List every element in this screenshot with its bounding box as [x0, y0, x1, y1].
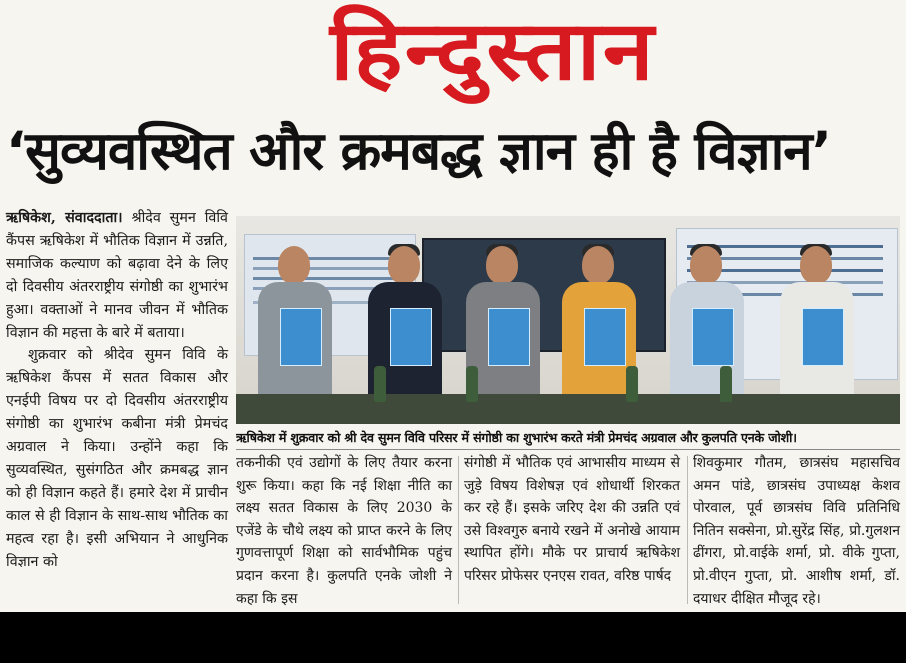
headline: ‘सुव्यवस्थित और क्रमबद्ध ज्ञान ही है विज्ञान’ — [6, 121, 831, 182]
caption-rule — [236, 449, 900, 450]
photo-bottle — [466, 366, 478, 402]
photo-caption: ऋषिकेश में शुक्रवार को श्री देव सुमन विवि परिसर में संगोष्ठी का शुभारंभ करते मंत्री प्रेमचंद अग्रवाल और कुलपति एनके जोशी। — [236, 430, 797, 445]
masthead-logo: हिन्दुस्तान — [330, 4, 656, 99]
photo-table — [236, 394, 900, 424]
black-band — [0, 612, 906, 663]
article-column-3: संगोष्ठी में भौतिक एवं आभासीय माध्यम से जुड़े विषय विशेषज्ञ एवं शोधार्थी शिरकत कर रहे हैं। इसके जरिए देश की उन्नति एवं उसे विश्वगुरु बनाये रखने में अनोखे आयाम स्थापित होंगे। मौके पर प्राचार्य ऋषिकेश परिसर प्रोफेसर एनएस रावत, वरिष्ठ पार्षद — [464, 455, 680, 584]
dateline: ऋषिकेश, संवाददाता। — [6, 210, 123, 226]
article-column-4: शिवकुमार गौतम, छात्रसंघ महासचिव अमन पांडे, छात्रसंघ उपाध्यक्ष केशव पोरवाल, पूर्व छात्रसंघ विवि प्रतिनिधि नितिन सक्सेना, प्रो.सुरेंद्र सिंह, प्रो.गुलशन ढींगरा, प्रो.वाईके शर्मा, प्रो. वीके गुप्ता, प्रो.वीएन गुप्ता, प्रो. आशीष शर्मा, डॉ. दयाधर दीक्षित मौजूद रहे। — [693, 455, 900, 607]
article-paragraph-1-text: श्रीदेव सुमन विवि कैंपस ऋषिकेश में भौतिक विज्ञान में उन्नति, समाजिक कल्याण को बढ़ावा देने के लिए दो दिवसीय अंतरराष्ट्रीय संगोष्ठी का शुभारंभ हुआ। वक्ताओं ने मानव जीवन में भौतिक विज्ञान की महत्ता के बारे में बताया। — [6, 210, 228, 341]
photo-person — [776, 246, 858, 396]
article-column-1 — [6, 207, 228, 574]
article-paragraph-2: शुक्रवार को श्रीदेव सुमन विवि के ऋषिकेश कैंपस में सतत विकास और एनईपी विषय पर दो दिवसीय अंतरराष्ट्रीय संगोष्ठी का शुभारंभ कबीना मंत्री प्रेमचंद अग्रवाल ने किया। उन्होंने कहा कि सुव्यवस्थित, सुसंगठित और क्रमबद्ध ज्ञान को ही विज्ञान कहते हैं। हमारे देश में प्राचीन काल से ही विज्ञान के साथ-साथ भौतिक का महत्व रहा है। इसी अभियान ने आधुनिक विज्ञान को — [6, 347, 228, 570]
photo-bottle — [720, 366, 732, 402]
photo-person — [254, 246, 336, 396]
photo-bottle — [626, 366, 638, 402]
photo-person — [666, 246, 748, 396]
article-column-2: तकनीकी एवं उद्योगों के लिए तैयार करना शुरू किया। कहा कि नई शिक्षा नीति का लक्ष्य सतत विकास के लिए 2030 के एजेंडे के चौथे लक्ष्य को प्राप्त करने के लिए गुणवत्तापूर्ण शिक्षा को सार्वभौमिक पहुंच प्रदान करना है। कुलपति एनके जोशी ने कहा कि इस — [236, 455, 452, 607]
news-photo — [236, 216, 900, 424]
column-divider — [687, 456, 688, 604]
photo-bottle — [374, 366, 386, 402]
column-divider — [458, 456, 459, 604]
article-paragraph-1 — [6, 207, 228, 344]
